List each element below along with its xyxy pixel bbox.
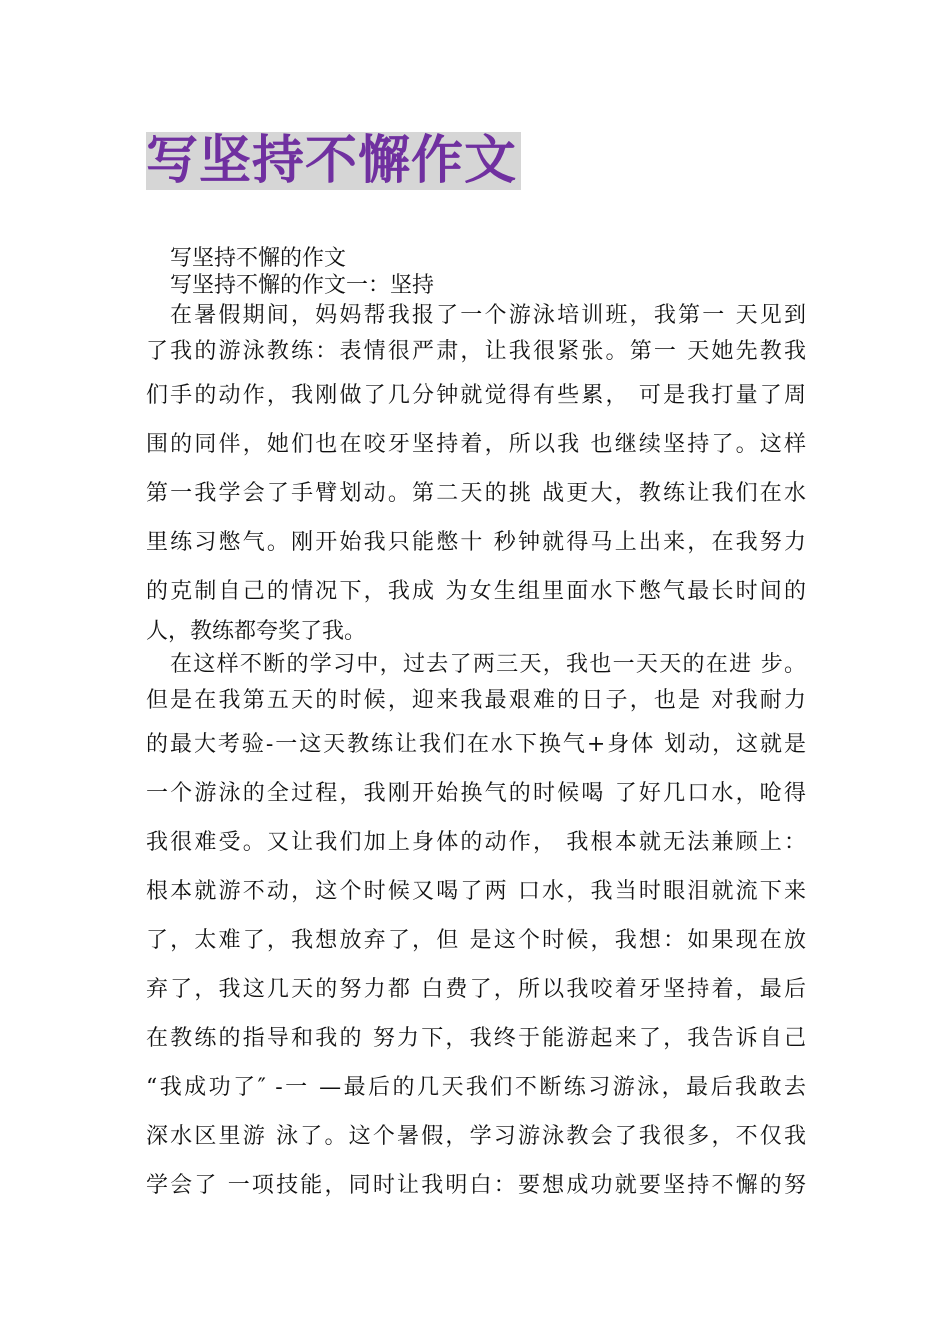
paragraph-line: 深水区里游 泳了。这个暑假，学习游泳教会了我很多，不仅我 <box>146 1124 806 1149</box>
paragraph-line: 围的同伴，她们也在咬牙坚持着，所以我 也继续坚持了。这样 <box>146 432 806 457</box>
document-body <box>146 244 810 1210</box>
paragraph-line: “我成功了″ -一 —最后的几天我们不断练习游泳，最后我敢去 <box>146 1075 806 1100</box>
paragraph-line: 人，教练都夸奖了我。 <box>146 619 367 644</box>
paragraph-line: 们手的动作，我刚做了几分钟就觉得有些累， 可是我打量了周 <box>146 383 806 408</box>
paragraph-line: 学会了 一项技能，同时让我明白：要想成功就要坚持不懈的努 <box>146 1173 806 1198</box>
paragraph-line: 的最大考验-一这天教练让我们在水下换气+身体 划动，这就是 <box>146 732 806 757</box>
paragraph-line: 根本就游不动，这个时候又喝了两 口水，我当时眼泪就流下来 <box>146 879 806 904</box>
paragraph-line: 在暑假期间，妈妈帮我报了一个游泳培训班，我第一 天见到 <box>170 303 806 328</box>
paragraph-line: 的克制自己的情况下，我成 为女生组里面水下憋气最长时间的 <box>146 579 806 604</box>
paragraph-line: 我很难受。又让我们加上身体的动作， 我根本就无法兼顾上： <box>146 830 806 855</box>
paragraph-line: 了，太难了，我想放弃了，但 是这个时候，我想：如果现在放 <box>146 928 806 953</box>
paragraph-line: 弃了，我这几天的努力都 白费了，所以我咬着牙坚持着，最后 <box>146 977 806 1002</box>
paragraph-line: 但是在我第五天的时候，迎来我最艰难的日子，也是 对我耐力 <box>146 688 806 713</box>
paragraph-line: 在教练的指导和我的 努力下，我终于能游起来了，我告诉自己 <box>146 1026 806 1051</box>
paragraph-line: 一个游泳的全过程，我刚开始换气的时候喝 了好几口水，呛得 <box>146 781 806 806</box>
document-title: 写坚持不懈作文 <box>146 131 518 191</box>
paragraph-line: 第一我学会了手臂划动。第二天的挑 战更大，教练让我们在水 <box>146 481 806 506</box>
paragraph-line: 了我的游泳教练：表情很严肃，让我很紧张。第一 天她先教我 <box>146 339 806 364</box>
paragraph-line: 在这样不断的学习中，过去了两三天，我也一天天的在进 步。 <box>170 652 806 677</box>
title-highlight <box>146 132 521 190</box>
subtitle-2: 写坚持不懈的作文一：坚持 <box>170 273 435 298</box>
subtitle: 写坚持不懈的作文 <box>170 246 347 271</box>
paragraph-line: 里练习憋气。刚开始我只能憋十 秒钟就得马上出来，在我努力 <box>146 530 806 555</box>
